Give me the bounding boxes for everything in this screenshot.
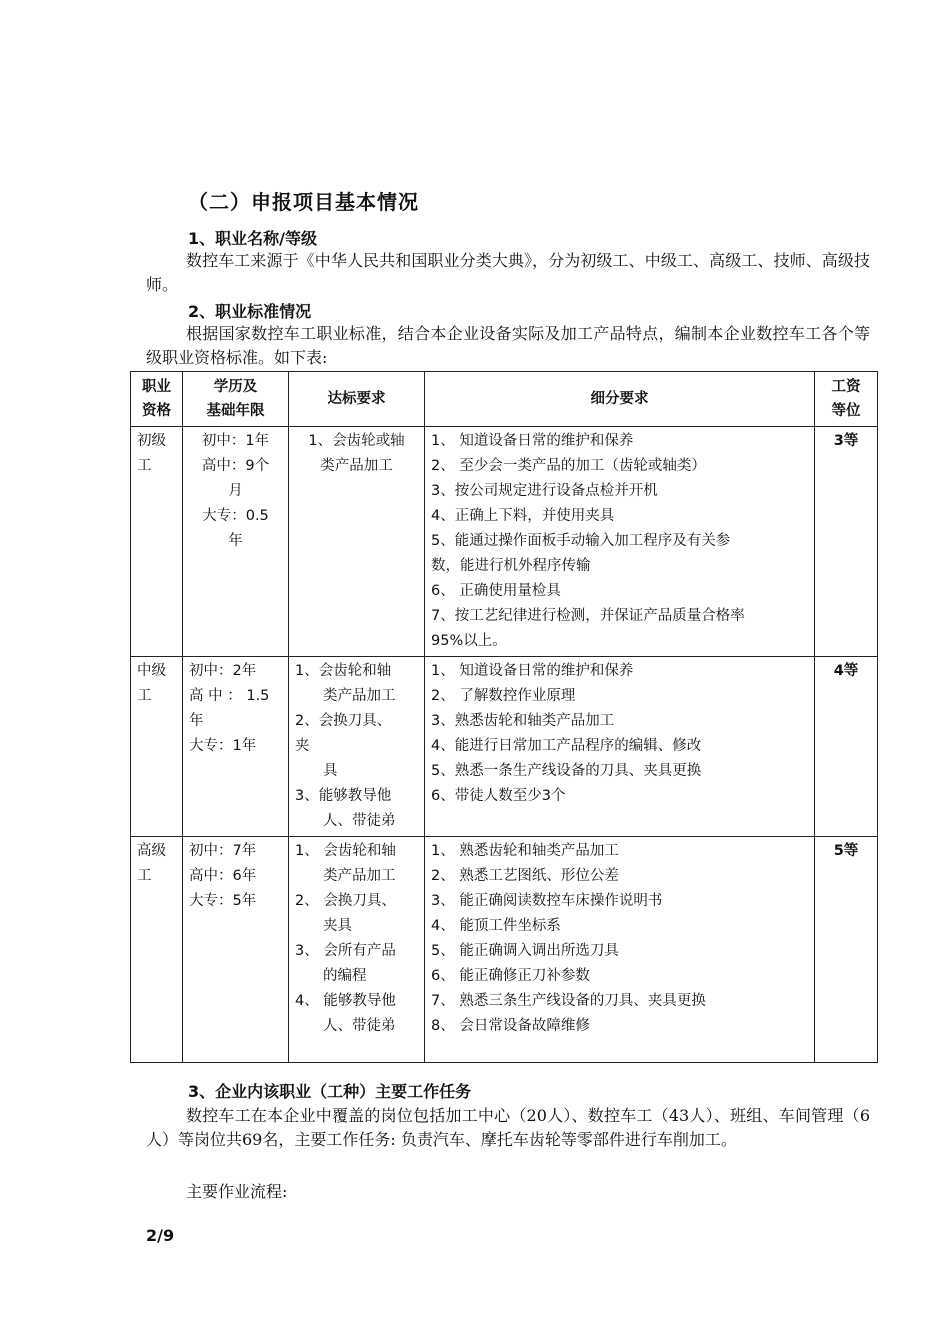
detail-cell: 1、 熟悉齿轮和轴类产品加工 2、 熟悉工艺图纸、形位公差 3、 能正确阅读数控车床操作说明书 4、 能顶工件坐标系 5、 能正确调入调出所选刀具 6、 能正确修正刀补参数 7、 熟悉三条生产线设备的刀具、夹具更换 8、 会日常设备故障维修 bbox=[425, 837, 815, 1063]
flow-label: 主要作业流程: bbox=[186, 1182, 288, 1201]
wage-cell: 4等 bbox=[815, 657, 878, 837]
std-cell: 1、会齿轮或轴 类产品加工 bbox=[289, 427, 425, 657]
detail-cell: 1、 知道设备日常的维护和保养 2、 至少会一类产品的加工（齿轮或轴类） 3、按公司规定进行设备点检并开机 4、正确上下料，并使用夹具 5、能通过操作面板手动输入加工程序及有关参 数，能进行机外程序传输 6、 正确使用量检具 7、按工艺纪律进行检测，并保证产品质量合格率 95%以上。 bbox=[425, 427, 815, 657]
edu-cell: 初中：7年 高中：6年 大专：5年 bbox=[183, 837, 289, 1063]
header-wage: 工资 等位 bbox=[815, 372, 878, 427]
qualification-table bbox=[130, 371, 878, 1063]
item1-title: 1、职业名称/等级 bbox=[188, 229, 317, 248]
item2-title: 2、职业标准情况 bbox=[188, 302, 312, 321]
detail-cell: 1、 知道设备日常的维护和保养 2、 了解数控作业原理 3、熟悉齿轮和轴类产品加工 4、能进行日常加工产品程序的编辑、修改 5、熟悉一条生产线设备的刀具、夹具更换 6、带徒人数至少3个 bbox=[425, 657, 815, 837]
qual-cell: 高级 工 bbox=[131, 837, 183, 1063]
section-title: （二）申报项目基本情况 bbox=[188, 190, 419, 214]
std-cell: 1、会齿轮和轴 类产品加工 2、会换刀具、 夹 具 3、能够教导他 人、带徒弟 bbox=[289, 657, 425, 837]
wage-cell: 3等 bbox=[815, 427, 878, 657]
wage-cell: 5等 bbox=[815, 837, 878, 1063]
page-number: 2/9 bbox=[146, 1226, 175, 1245]
header-standard: 达标要求 bbox=[289, 372, 425, 427]
table-row bbox=[131, 657, 878, 837]
table-row bbox=[131, 427, 878, 657]
qual-cell: 初级 工 bbox=[131, 427, 183, 657]
table-row bbox=[131, 837, 878, 1063]
header-detail: 细分要求 bbox=[425, 372, 815, 427]
item3-text: 数控车工在本企业中覆盖的岗位包括加工中心（20人）、数控车工（43人）、班组、车间管理（6人）等岗位共69名，主要工作任务: 负责汽车、摩托车齿轮等零部件进行车削加工。 bbox=[146, 1106, 870, 1149]
table-header-row bbox=[131, 372, 878, 427]
edu-cell: 初中：2年 高 中 ： 1.5 年 大专：1年 bbox=[183, 657, 289, 837]
item3-title: 3、企业内该职业（工种）主要工作任务 bbox=[188, 1082, 472, 1101]
edu-cell: 初中：1年 高中：9个 月 大专：0.5 年 bbox=[183, 427, 289, 657]
header-education: 学历及 基础年限 bbox=[183, 372, 289, 427]
header-qualification: 职业 资格 bbox=[131, 372, 183, 427]
std-cell: 1、 会齿轮和轴 类产品加工 2、 会换刀具、 夹具 3、 会所有产品 的编程 4、 能够教导他 人、带徒弟 bbox=[289, 837, 425, 1063]
item2-text: 根据国家数控车工职业标准，结合本企业设备实际及加工产品特点，编制本企业数控车工各个等级职业资格标准。如下表: bbox=[146, 324, 870, 367]
item1-text: 数控车工来源于《中华人民共和国职业分类大典》，分为初级工、中级工、高级工、技师、高级技师。 bbox=[146, 251, 870, 294]
qual-cell: 中级 工 bbox=[131, 657, 183, 837]
